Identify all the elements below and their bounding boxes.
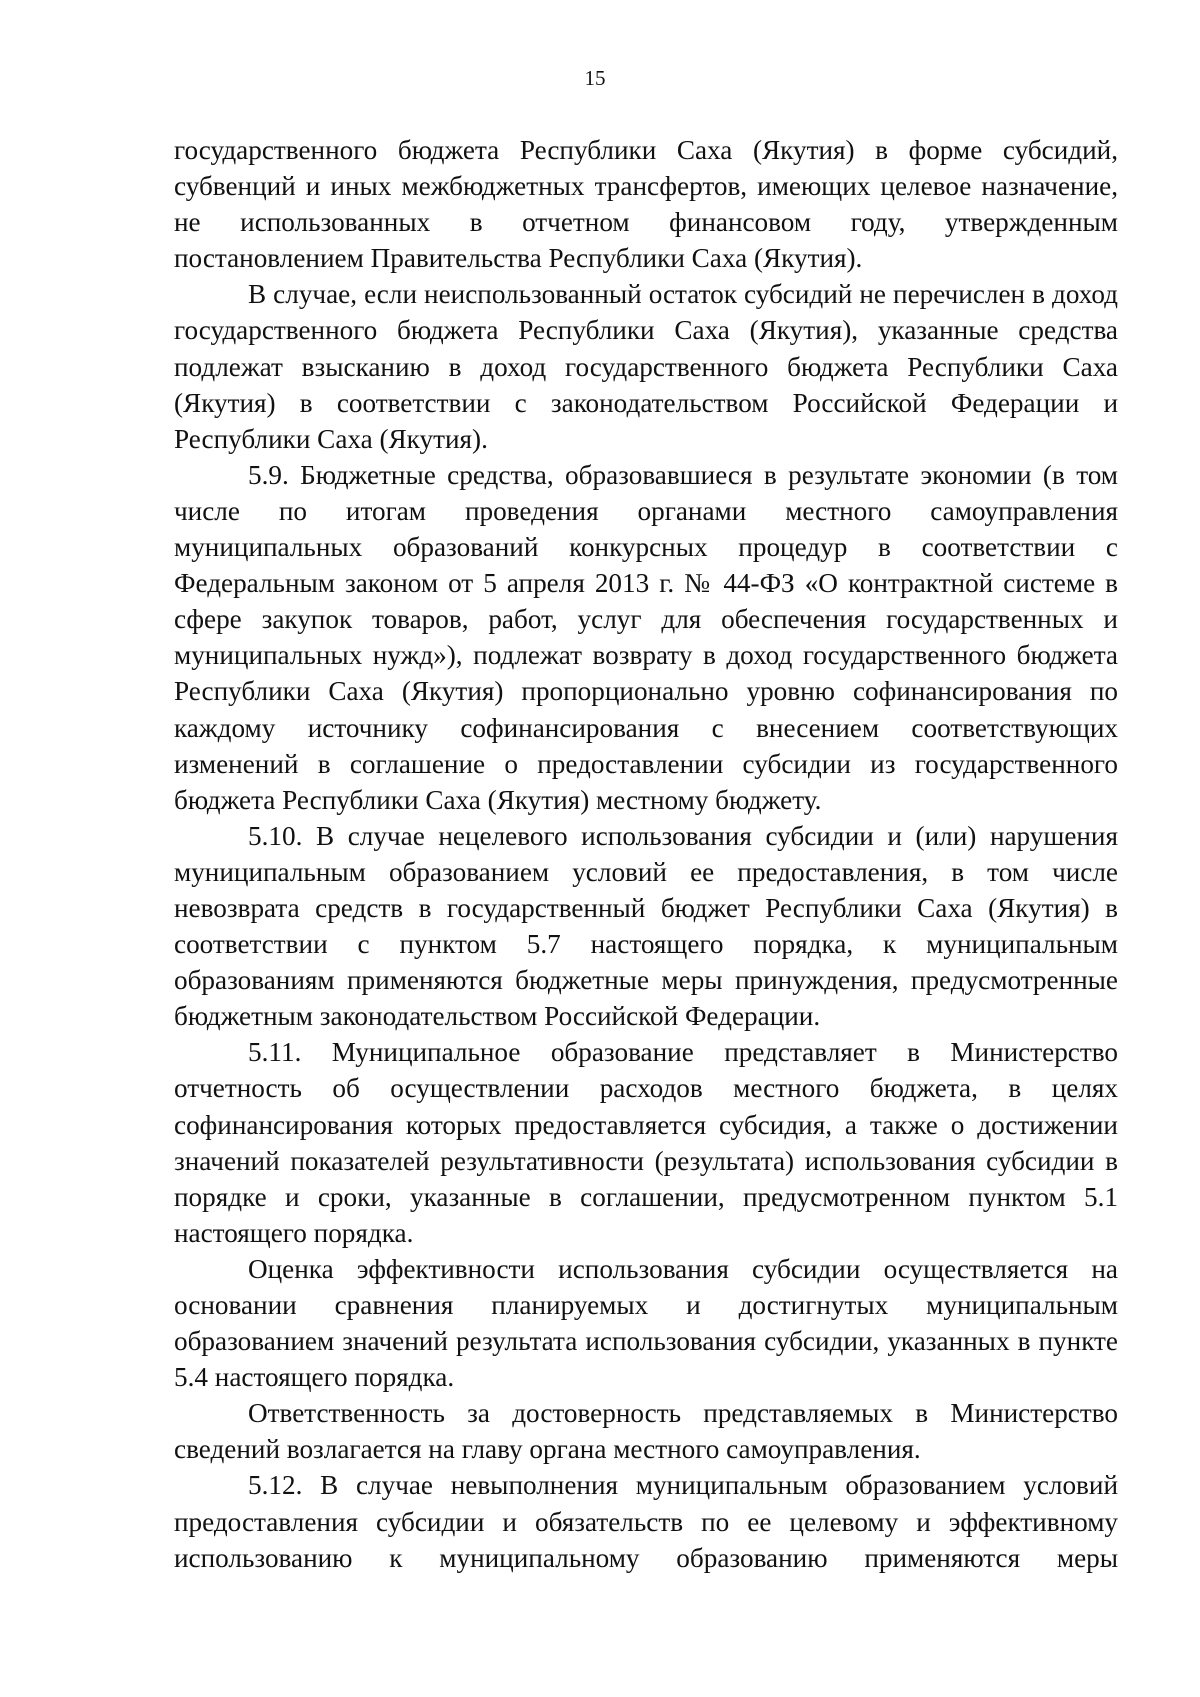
- paragraph-continuation: государственного бюджета Республики Саха (Якутия) в форме субсидий, субвенций и иных межбюджетных трансфертов, имеющих целевое назначение, не использованных в отчетном финансовом году, утвержденным постановлением Правительства Республики Саха (Якутия).: [174, 135, 1118, 274]
- paragraph-5-12: 5.12. В случае невыполнения муниципальным образованием условий предоставления субсидии и обязательств по ее целевому и эффективному использованию к муниципальному образованию применяются меры: [174, 1470, 1118, 1573]
- paragraph-5-9: 5.9. Бюджетные средства, образовавшиеся в результате экономии (в том числе по итогам проведения органами местного самоуправления муниципальных образований конкурсных процедур в соответствии с Федеральным законом от 5 апреля 2013 г. № 44-ФЗ «О контрактной системе в сфере закупок товаров, работ, услуг для обеспечения государственных и муниципальных нужд»), подлежат возврату в доход государственного бюджета Республики Саха (Якутия) пропорционально уровню софинансирования по каждому источнику софинансирования с внесением соответствующих изменений в соглашение о предоставлении субсидии из государственного бюджета Республики Саха (Якутия) местному бюджету.: [174, 459, 1118, 815]
- paragraph-unused-balance: В случае, если неиспользованный остаток субсидий не перечислен в доход государственного бюджета Республики Саха (Якутия), указанные средства подлежат взысканию в доход государственного бюджета Республики Саха (Якутия) в соответствии с законодательством Российской Федерации и Республики Саха (Якутия).: [174, 279, 1118, 454]
- paragraph-5-11: 5.11. Муниципальное образование представляет в Министерство отчетность об осуществлении расходов местного бюджета, в целях софинансирования которых предоставляется субсидия, а также о достижении значений показателей результативности (результата) использования субсидии в порядке и сроки, указанные в соглашении, предусмотренном пунктом 5.1 настоящего порядка.: [174, 1037, 1118, 1248]
- paragraph-responsibility: Ответственность за достоверность представляемых в Министерство сведений возлагается на главу органа местного самоуправления.: [174, 1398, 1118, 1465]
- paragraph-5-10: 5.10. В случае нецелевого использования субсидии и (или) нарушения муниципальным образованием условий ее предоставления, в том числе невозврата средств в государственный бюджет Республики Саха (Якутия) в соответствии с пунктом 5.7 настоящего порядка, к муниципальным образованиям применяются бюджетные меры принуждения, предусмотренные бюджетным законодательством Российской Федерации.: [174, 820, 1118, 1032]
- document-body: [174, 132, 1118, 1576]
- paragraph-efficiency-assessment: Оценка эффективности использования субсидии осуществляется на основании сравнения планируемых и достигнутых муниципальным образованием значений результата использования субсидии, указанных в пункте 5.4 настоящего порядка.: [174, 1253, 1118, 1393]
- page-number: 15: [584, 66, 606, 90]
